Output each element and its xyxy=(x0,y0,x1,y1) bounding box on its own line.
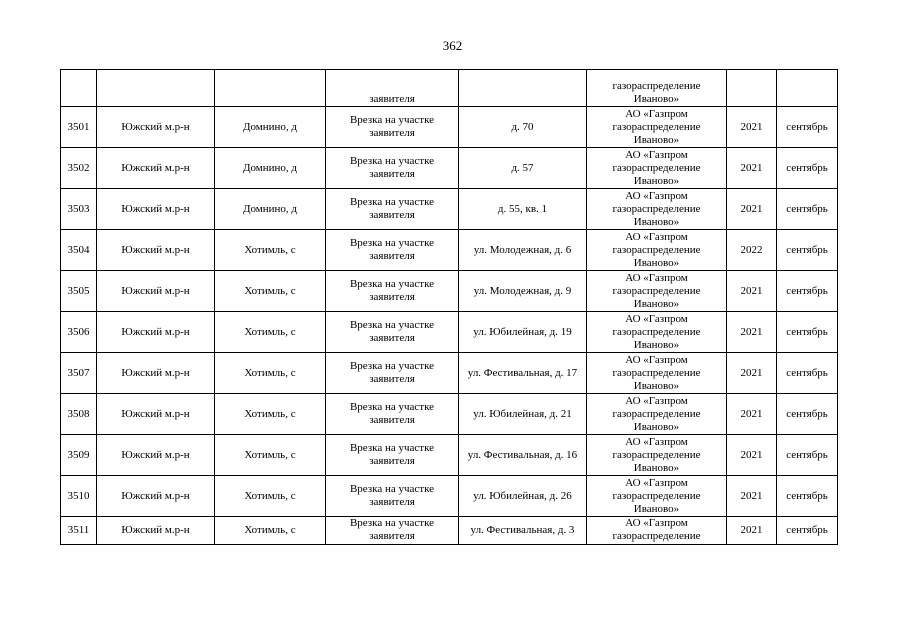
cell-num: 3510 xyxy=(61,476,97,517)
work-line: заявителя xyxy=(369,291,415,303)
work-line: Врезка на участке xyxy=(349,517,435,529)
work-line: Врезка на участке xyxy=(349,278,435,290)
org-line: АО «Газпром xyxy=(625,476,688,489)
table-row xyxy=(61,353,838,394)
table-row xyxy=(61,517,838,545)
cell-work xyxy=(326,394,459,435)
cell-org xyxy=(587,189,727,230)
org-line: Иваново» xyxy=(633,93,680,105)
cell-work xyxy=(326,189,459,230)
table-row xyxy=(61,107,838,148)
org-line: АО «Газпром xyxy=(625,230,688,243)
cell-year: 2021 xyxy=(727,148,777,189)
org-line: Иваново» xyxy=(633,420,680,433)
work-line: заявителя xyxy=(369,496,415,508)
org-line: газораспределение xyxy=(612,161,701,174)
cell-org xyxy=(587,353,727,394)
cell-num: 3501 xyxy=(61,107,97,148)
cell-org xyxy=(587,435,727,476)
cell-org xyxy=(587,70,727,107)
cell-month: сентябрь xyxy=(777,394,838,435)
table-row xyxy=(61,394,838,435)
cell-num: 3506 xyxy=(61,312,97,353)
cell-year: 2021 xyxy=(727,476,777,517)
work-line: Врезка на участке xyxy=(349,360,435,372)
work-line: заявителя xyxy=(369,455,415,467)
registry-table xyxy=(60,69,838,545)
cell-month: сентябрь xyxy=(777,312,838,353)
org-line: Иваново» xyxy=(633,297,680,310)
org-line: газораспределение xyxy=(612,325,701,338)
org-line: АО «Газпром xyxy=(625,353,688,366)
cell-year: 2021 xyxy=(727,394,777,435)
cell-org xyxy=(587,517,727,545)
org-line: АО «Газпром xyxy=(625,271,688,284)
cell-org xyxy=(587,394,727,435)
org-line: Иваново» xyxy=(633,461,680,474)
cell-locality: Хотимль, с xyxy=(215,230,326,271)
cell-work xyxy=(326,107,459,148)
cell-address: ул. Юбилейная, д. 19 xyxy=(459,312,587,353)
cell-month xyxy=(777,70,838,107)
cell-month: сентябрь xyxy=(777,435,838,476)
cell-locality xyxy=(215,70,326,107)
cell-work xyxy=(326,230,459,271)
org-line: газораспределение xyxy=(612,202,701,215)
org-line: газораспределение xyxy=(612,489,701,502)
org-line: газораспределение xyxy=(612,80,701,92)
cell-year: 2021 xyxy=(727,353,777,394)
cell-org xyxy=(587,312,727,353)
cell-locality: Хотимль, с xyxy=(215,271,326,312)
cell-address: ул. Фестивальная, д. 3 xyxy=(459,517,587,545)
cell-address: д. 57 xyxy=(459,148,587,189)
work-line: заявителя xyxy=(369,250,415,262)
org-line: газораспределение xyxy=(612,243,701,256)
work-line: заявителя xyxy=(369,530,415,542)
table-row xyxy=(61,312,838,353)
cell-year: 2021 xyxy=(727,312,777,353)
org-line: Иваново» xyxy=(633,133,680,146)
work-line: Врезка на участке xyxy=(349,401,435,413)
cell-locality: Хотимль, с xyxy=(215,476,326,517)
cell-locality: Домнино, д xyxy=(215,107,326,148)
cell-month: сентябрь xyxy=(777,517,838,545)
cell-work xyxy=(326,312,459,353)
org-line: Иваново» xyxy=(633,215,680,228)
cell-month: сентябрь xyxy=(777,148,838,189)
cell-locality: Домнино, д xyxy=(215,148,326,189)
work-line: заявителя xyxy=(369,414,415,426)
cell-year: 2022 xyxy=(727,230,777,271)
cell-num: 3508 xyxy=(61,394,97,435)
cell-address: д. 55, кв. 1 xyxy=(459,189,587,230)
org-line: АО «Газпром xyxy=(625,107,688,120)
work-line: Врезка на участке xyxy=(349,237,435,249)
cell-org xyxy=(587,230,727,271)
cell-year xyxy=(727,70,777,107)
org-line: Иваново» xyxy=(633,256,680,269)
table-row xyxy=(61,230,838,271)
cell-year: 2021 xyxy=(727,107,777,148)
table-body xyxy=(61,70,838,545)
org-line: АО «Газпром xyxy=(625,517,688,529)
work-line: заявителя xyxy=(369,127,415,139)
cell-work xyxy=(326,435,459,476)
cell-month: сентябрь xyxy=(777,230,838,271)
cell-num xyxy=(61,70,97,107)
table-row xyxy=(61,189,838,230)
continuation-row xyxy=(61,70,838,107)
org-line: АО «Газпром xyxy=(625,435,688,448)
cell-work xyxy=(326,476,459,517)
org-line: газораспределение xyxy=(612,120,701,133)
org-line: АО «Газпром xyxy=(625,394,688,407)
work-line: заявителя xyxy=(369,332,415,344)
work-line: Врезка на участке xyxy=(349,442,435,454)
cell-district: Южский м.р-н xyxy=(97,435,215,476)
cell-year: 2021 xyxy=(727,189,777,230)
cell-num: 3504 xyxy=(61,230,97,271)
org-line: Иваново» xyxy=(633,338,680,351)
cell-work xyxy=(326,353,459,394)
work-line: заявителя xyxy=(369,168,415,180)
cell-locality: Хотимль, с xyxy=(215,312,326,353)
cell-year: 2021 xyxy=(727,271,777,312)
cell-district: Южский м.р-н xyxy=(97,476,215,517)
cell-num: 3511 xyxy=(61,517,97,545)
cell-district: Южский м.р-н xyxy=(97,148,215,189)
work-line: Врезка на участке xyxy=(349,196,435,208)
cell-district: Южский м.р-н xyxy=(97,312,215,353)
cell-month: сентябрь xyxy=(777,353,838,394)
cell-district: Южский м.р-н xyxy=(97,394,215,435)
cell-org xyxy=(587,271,727,312)
cell-year: 2021 xyxy=(727,435,777,476)
cell-month: сентябрь xyxy=(777,107,838,148)
cell-num: 3509 xyxy=(61,435,97,476)
table-row xyxy=(61,476,838,517)
cell-org xyxy=(587,476,727,517)
cell-org xyxy=(587,148,727,189)
table-row xyxy=(61,148,838,189)
cell-work xyxy=(326,517,459,545)
org-line: газораспределение xyxy=(612,448,701,461)
cell-month: сентябрь xyxy=(777,271,838,312)
work-line: Врезка на участке xyxy=(349,483,435,495)
cell-district: Южский м.р-н xyxy=(97,107,215,148)
cell-district: Южский м.р-н xyxy=(97,517,215,545)
org-line: Иваново» xyxy=(633,379,680,392)
cell-locality: Хотимль, с xyxy=(215,435,326,476)
org-line: АО «Газпром xyxy=(625,189,688,202)
page-number: 362 xyxy=(442,38,463,53)
cell-org xyxy=(587,107,727,148)
org-line: газораспределение xyxy=(612,530,701,542)
cell-district xyxy=(97,70,215,107)
cell-locality: Домнино, д xyxy=(215,189,326,230)
cell-work xyxy=(326,148,459,189)
work-line: Врезка на участке xyxy=(349,319,435,331)
cell-locality: Хотимль, с xyxy=(215,394,326,435)
cell-locality: Хотимль, с xyxy=(215,353,326,394)
work-line: заявителя xyxy=(369,373,415,385)
org-line: АО «Газпром xyxy=(625,148,688,161)
cell-year: 2021 xyxy=(727,517,777,545)
table-row xyxy=(61,271,838,312)
org-line: Иваново» xyxy=(633,174,680,187)
cell-district: Южский м.р-н xyxy=(97,353,215,394)
work-line: Врезка на участке xyxy=(349,155,435,167)
cell-work: заявителя xyxy=(326,70,459,107)
cell-district: Южский м.р-н xyxy=(97,271,215,312)
cell-address: ул. Фестивальная, д. 16 xyxy=(459,435,587,476)
cell-address: ул. Юбилейная, д. 21 xyxy=(459,394,587,435)
cell-num: 3502 xyxy=(61,148,97,189)
cell-address xyxy=(459,70,587,107)
org-line: газораспределение xyxy=(612,366,701,379)
cell-address: ул. Молодежная, д. 6 xyxy=(459,230,587,271)
cell-num: 3503 xyxy=(61,189,97,230)
cell-num: 3505 xyxy=(61,271,97,312)
cell-address: д. 70 xyxy=(459,107,587,148)
cell-month: сентябрь xyxy=(777,189,838,230)
org-line: АО «Газпром xyxy=(625,312,688,325)
cell-address: ул. Молодежная, д. 9 xyxy=(459,271,587,312)
cell-month: сентябрь xyxy=(777,476,838,517)
org-line: газораспределение xyxy=(612,284,701,297)
cell-work xyxy=(326,271,459,312)
table-row xyxy=(61,435,838,476)
cell-address: ул. Фестивальная, д. 17 xyxy=(459,353,587,394)
org-line: Иваново» xyxy=(633,502,680,515)
cell-district: Южский м.р-н xyxy=(97,189,215,230)
work-line: заявителя xyxy=(369,209,415,221)
cell-num: 3507 xyxy=(61,353,97,394)
cell-address: ул. Юбилейная, д. 26 xyxy=(459,476,587,517)
cell-district: Южский м.р-н xyxy=(97,230,215,271)
cell-locality: Хотимль, с xyxy=(215,517,326,545)
work-line: Врезка на участке xyxy=(349,114,435,126)
org-line: газораспределение xyxy=(612,407,701,420)
